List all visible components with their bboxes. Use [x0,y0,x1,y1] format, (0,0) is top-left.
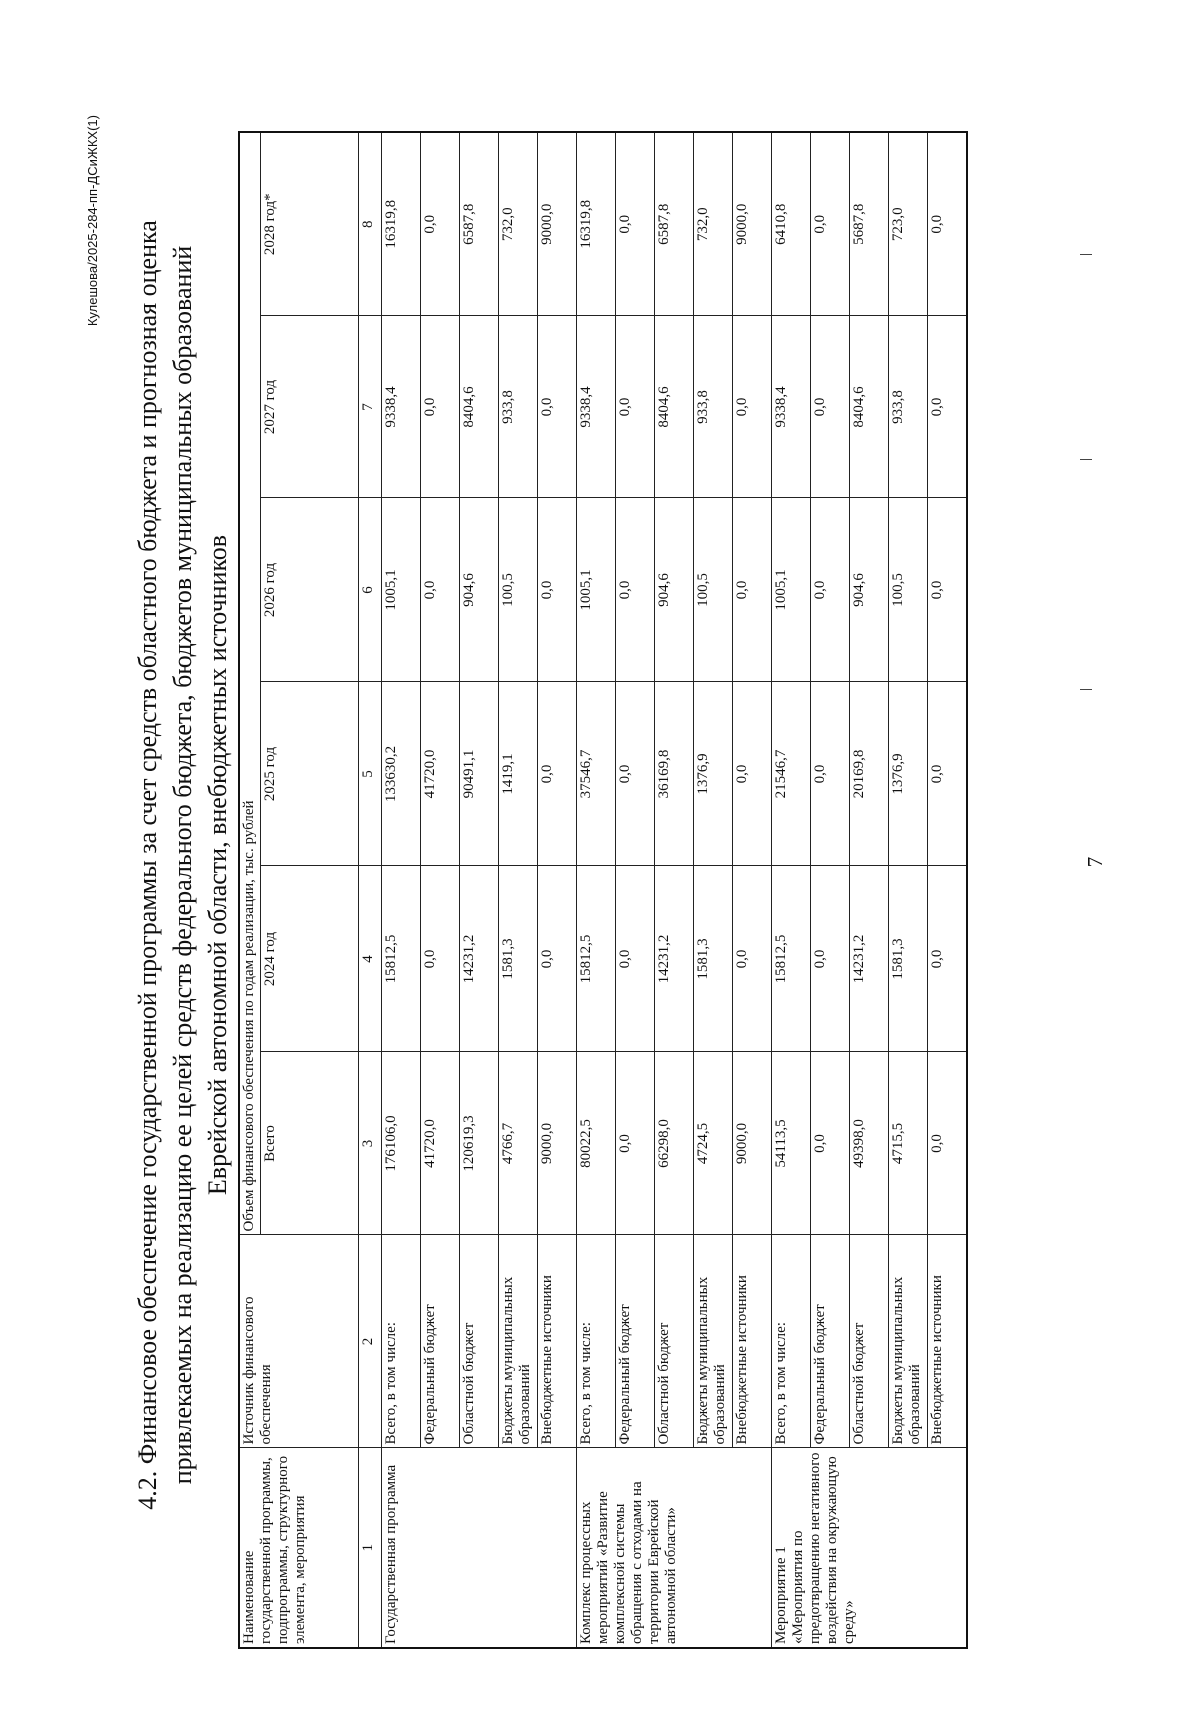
value-cell: 54113,5 [772,1052,811,1235]
value-cell: 1419,1 [499,682,538,866]
value-cell: 0,0 [538,498,577,682]
value-cell: 0,0 [928,866,968,1052]
source-cell: Федеральный бюджет [421,1235,460,1448]
value-cell: 6587,8 [460,132,499,316]
value-cell: 0,0 [733,866,772,1052]
value-cell: 904,6 [655,498,694,682]
source-cell: Областной бюджет [850,1235,889,1448]
table-row [538,132,577,1648]
value-cell: 723,0 [889,132,928,316]
header-year: Всего [261,1052,359,1235]
table-row [811,132,850,1648]
section-title [130,115,235,1615]
column-index: 7 [359,316,382,498]
title-line-1: 4.2. Финансовое обеспечение государственной программы за счет средств областного бюджета и прогнозная оценка [133,220,162,1510]
value-cell: 15812,5 [577,866,616,1052]
source-cell: Областной бюджет [460,1235,499,1448]
source-cell: Внебюджетные источники [928,1235,968,1448]
value-cell: 0,0 [928,132,968,316]
value-cell: 0,0 [616,316,655,498]
value-cell: 9000,0 [733,132,772,316]
value-cell: 37546,7 [577,682,616,866]
value-cell: 14231,2 [655,866,694,1052]
column-index: 6 [359,498,382,682]
value-cell: 21546,7 [772,682,811,866]
value-cell: 0,0 [928,1052,968,1235]
table-row [772,132,811,1648]
value-cell: 0,0 [928,682,968,866]
column-index: 4 [359,866,382,1052]
value-cell: 1005,1 [772,498,811,682]
value-cell: 0,0 [811,316,850,498]
source-cell: Всего, в том числе: [577,1235,616,1448]
column-index: 2 [359,1235,382,1448]
value-cell: 176106,0 [382,1052,421,1235]
value-cell: 6587,8 [655,132,694,316]
source-cell: Федеральный бюджет [616,1235,655,1448]
table-row [733,132,772,1648]
value-cell: 0,0 [811,132,850,316]
source-cell: Бюджеты муниципальных образований [889,1235,928,1448]
document-registration-code: Кулешова/2025-284-пп-ДСиЖКХ(1) [85,115,100,327]
value-cell: 0,0 [616,132,655,316]
value-cell: 133630,2 [382,682,421,866]
value-cell: 0,0 [733,316,772,498]
scan-mark [1080,254,1092,255]
value-cell: 80022,5 [577,1052,616,1235]
table-row [928,132,968,1648]
value-cell: 8404,6 [460,316,499,498]
value-cell: 120619,3 [460,1052,499,1235]
value-cell: 0,0 [733,682,772,866]
value-cell: 14231,2 [460,866,499,1052]
value-cell: 9338,4 [577,316,616,498]
title-line-3: Еврейской автономной области, внебюджетных источников [203,534,232,1196]
header-year: 2026 год [261,498,359,682]
source-cell: Внебюджетные источники [733,1235,772,1448]
table-row [694,132,733,1648]
value-cell: 1005,1 [382,498,421,682]
value-cell: 0,0 [616,866,655,1052]
table-row [850,132,889,1648]
value-cell: 0,0 [811,682,850,866]
table-group-process-complex [577,132,772,1648]
value-cell: 14231,2 [850,866,889,1052]
header-year: 2024 год [261,866,359,1052]
value-cell: 732,0 [499,132,538,316]
value-cell: 933,8 [694,316,733,498]
financing-table [238,131,968,1649]
group-name: Мероприятие 1 «Мероприятия по предотвращению негативного воздействия на окружающую среду» [772,1448,968,1648]
value-cell: 66298,0 [655,1052,694,1235]
group-name: Комплекс процессных мероприятий «Развитие комплексной системы обращения с отходами на территории Еврейской автономной области» [577,1448,772,1648]
header-year: 2027 год [261,316,359,498]
value-cell: 16319,8 [382,132,421,316]
value-cell: 0,0 [421,498,460,682]
source-cell: Всего, в том числе: [772,1235,811,1448]
value-cell: 0,0 [616,1052,655,1235]
value-cell: 16319,8 [577,132,616,316]
group-name: Государственная программа [382,1448,577,1648]
value-cell: 4715,5 [889,1052,928,1235]
value-cell: 9000,0 [538,1052,577,1235]
header-source: Источник финансового обеспечения [239,1235,359,1448]
table-row [460,132,499,1648]
value-cell: 9338,4 [772,316,811,498]
value-cell: 1376,9 [889,682,928,866]
table-group-measure-1 [772,132,968,1648]
scan-mark [1080,459,1092,460]
value-cell: 100,5 [694,498,733,682]
header-year: 2028 год* [261,132,359,316]
value-cell: 9000,0 [733,1052,772,1235]
header-name: Наименование государственной программы, подпрограммы, структурного элемента, мероприятия [239,1448,359,1648]
table-row [499,132,538,1648]
value-cell: 0,0 [733,498,772,682]
value-cell: 0,0 [928,498,968,682]
value-cell: 15812,5 [382,866,421,1052]
table-row [577,132,616,1648]
value-cell: 0,0 [421,866,460,1052]
title-line-2: привлекаемых на реализацию ее целей средств федерального бюджета, бюджетов муниципальных образований [168,245,197,1485]
table-row [421,132,460,1648]
value-cell: 933,8 [499,316,538,498]
table-row [382,132,421,1648]
value-cell: 15812,5 [772,866,811,1052]
table-group-program [382,132,577,1648]
value-cell: 0,0 [616,682,655,866]
value-cell: 1581,3 [499,866,538,1052]
source-cell: Всего, в том числе: [382,1235,421,1448]
value-cell: 904,6 [850,498,889,682]
value-cell: 0,0 [538,316,577,498]
source-cell: Федеральный бюджет [811,1235,850,1448]
column-index: 5 [359,682,382,866]
value-cell: 8404,6 [655,316,694,498]
value-cell: 100,5 [889,498,928,682]
column-index: 8 [359,132,382,316]
value-cell: 0,0 [811,866,850,1052]
source-cell: Областной бюджет [655,1235,694,1448]
value-cell: 9338,4 [382,316,421,498]
value-cell: 0,0 [538,682,577,866]
source-cell: Внебюджетные источники [538,1235,577,1448]
table-row [616,132,655,1648]
value-cell: 1581,3 [889,866,928,1052]
header-volume: Объем финансового обеспечения по годам реализации, тыс. рублей [239,132,261,1235]
column-index: 1 [359,1448,382,1648]
value-cell: 41720,0 [421,682,460,866]
value-cell: 1376,9 [694,682,733,866]
value-cell: 0,0 [421,132,460,316]
value-cell: 20169,8 [850,682,889,866]
value-cell: 100,5 [499,498,538,682]
source-cell: Бюджеты муниципальных образований [694,1235,733,1448]
table-row [889,132,928,1648]
value-cell: 8404,6 [850,316,889,498]
value-cell: 41720,0 [421,1052,460,1235]
value-cell: 732,0 [694,132,733,316]
value-cell: 0,0 [928,316,968,498]
value-cell: 6410,8 [772,132,811,316]
value-cell: 90491,1 [460,682,499,866]
value-cell: 0,0 [421,316,460,498]
value-cell: 933,8 [889,316,928,498]
value-cell: 1581,3 [694,866,733,1052]
value-cell: 49398,0 [850,1052,889,1235]
value-cell: 0,0 [811,498,850,682]
table-row [655,132,694,1648]
source-cell: Бюджеты муниципальных образований [499,1235,538,1448]
value-cell: 904,6 [460,498,499,682]
value-cell: 1005,1 [577,498,616,682]
header-year: 2025 год [261,682,359,866]
value-cell: 5687,8 [850,132,889,316]
value-cell: 0,0 [616,498,655,682]
value-cell: 0,0 [538,866,577,1052]
value-cell: 4766,7 [499,1052,538,1235]
page-number: 7 [1083,856,1107,868]
column-index: 3 [359,1052,382,1235]
value-cell: 0,0 [811,1052,850,1235]
value-cell: 4724,5 [694,1052,733,1235]
value-cell: 36169,8 [655,682,694,866]
scan-mark [1080,689,1092,690]
value-cell: 9000,0 [538,132,577,316]
